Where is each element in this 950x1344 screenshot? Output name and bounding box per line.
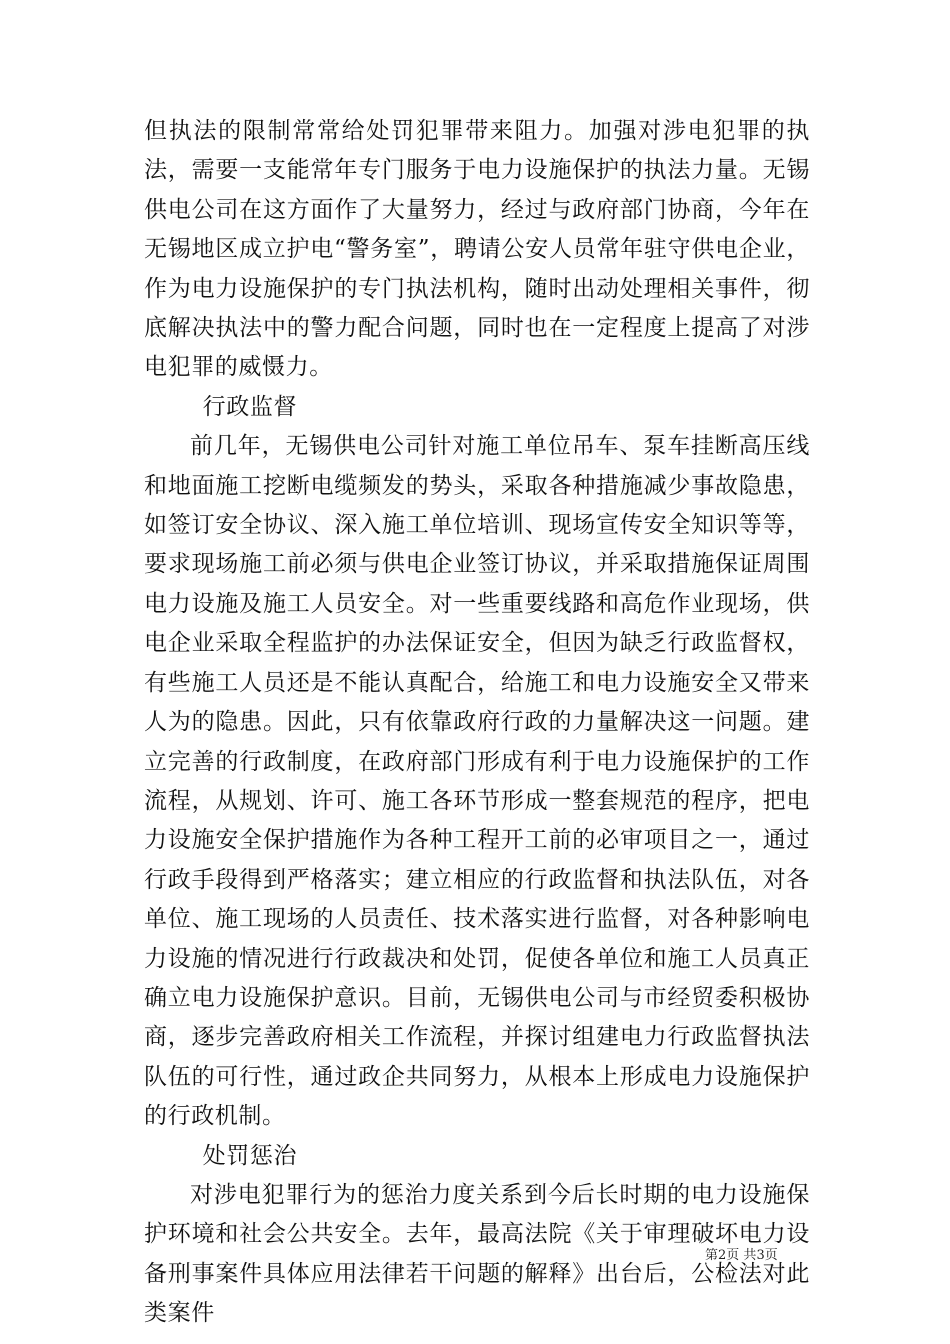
footer-current-page: 2 (718, 1248, 727, 1263)
footer-prefix: 第 (705, 1248, 719, 1263)
section-heading-administrative-supervision: 行政监督 (202, 393, 298, 420)
document-body (144, 112, 810, 1334)
footer-suffix: 页 (764, 1248, 778, 1263)
footer-total-pages: 3 (756, 1248, 765, 1263)
section-heading-punishment: 处罚惩治 (202, 1142, 298, 1169)
page-footer (705, 1247, 778, 1265)
paragraph-punishment: 对涉电犯罪行为的惩治力度关系到今后长时期的电力设施保护环境和社会公共安全。去年，最高法院《关于审理破坏电力设备刑事案件具体应用法律若干问题的解释》出台后，公检法对此类案件 (144, 1181, 810, 1327)
paragraph-administrative-supervision: 前几年，无锡供电公司针对施工单位吊车、泵车挂断高压线和地面施工挖断电缆频发的势头，采取各种措施减少事故隐患，如签订安全协议、深入施工单位培训、现场宣传安全知识等等，要求现场施工前必须与供电企业签订协议，并采取措施保证周围电力设施及施工人员安全。对一些重要线路和高危作业现场，供电企业采取全程监护的办法保证安全，但因为缺乏行政监督权，有些施工人员还是不能认真配合，给施工和电力设施安全又带来人为的隐患。因此，只有依靠政府行政的力量解决这一问题。建立完善的行政制度，在政府部门形成有利于电力设施保护的工作流程，从规划、许可、施工各环节形成一整套规范的程序，把电力设施安全保护措施作为各种工程开工前的必审项目之一，通过行政手段得到严格落实；建立相应的行政监督和执法队伍，对各单位、施工现场的人员责任、技术落实进行监督，对各种影响电力设施的情况进行行政裁决和处罚，促使各单位和施工人员真正确立电力设施保护意识。目前，无锡供电公司与市经贸委积极协商，逐步完善政府相关工作流程，并探讨组建电力行政监督执法队伍的可行性，通过政企共同努力，从根本上形成电力设施保护的行政机制。 (144, 433, 810, 1130)
paragraph-continuation: 但执法的限制常常给处罚犯罪带来阻力。加强对涉电犯罪的执法，需要一支能常年专门服务于电力设施保护的执法力量。无锡供电公司在这方面作了大量努力，经过与政府部门协商，今年在无锡地区成立护电“警务室”，聘请公安人员常年驻守供电企业，作为电力设施保护的专门执法机构，随时出动处理相关事件，彻底解决执法中的警力配合问题，同时也在一定程度上提高了对涉电犯罪的威慑力。 (144, 118, 810, 381)
footer-middle: 页 共 (726, 1248, 757, 1263)
